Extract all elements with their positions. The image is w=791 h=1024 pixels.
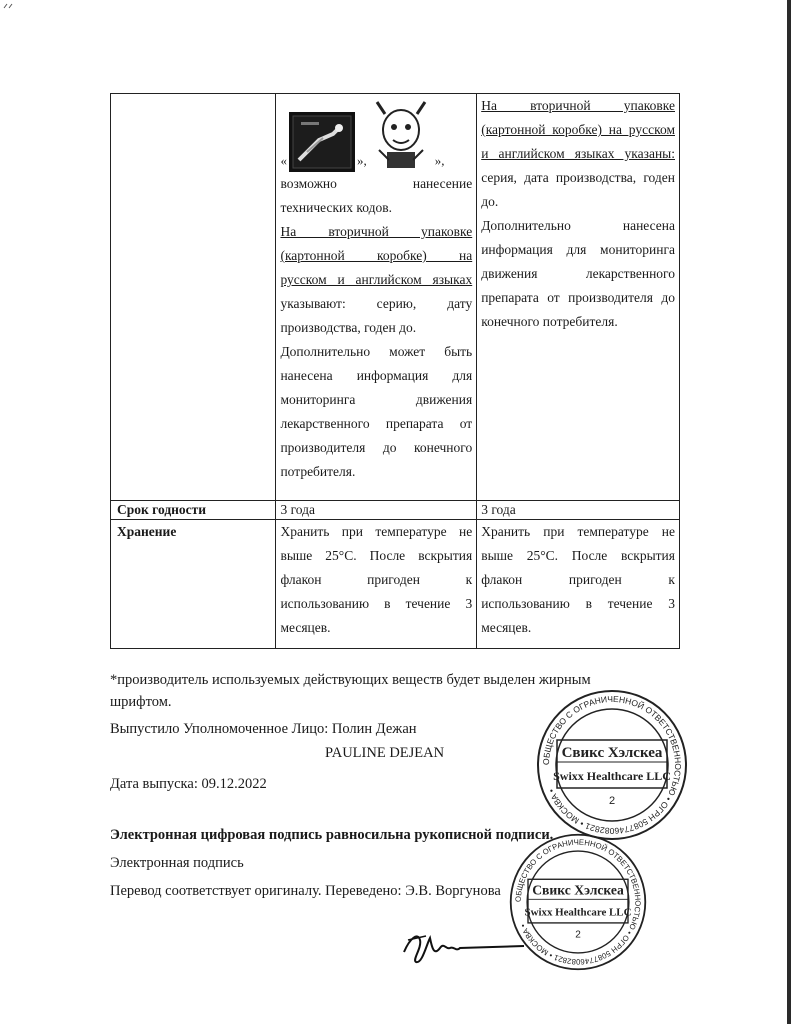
- cell-text-line: нанесена информация для: [280, 368, 473, 383]
- quote-close: »,: [356, 153, 367, 168]
- expiry-value-col2: 3 года: [276, 501, 477, 519]
- cell-text-line: выше 25°С. После вскрытия: [280, 547, 473, 563]
- storage-value-col3: [477, 519, 680, 648]
- scan-edge: [787, 0, 791, 1024]
- packaging-images: [280, 94, 472, 172]
- cell-text-line: Хранить при температуре не: [280, 523, 473, 539]
- cell-text-line: русском и английском языках: [280, 272, 473, 287]
- esign-label: Электронная подпись: [110, 855, 244, 871]
- cell-text-line: месяцев.: [481, 619, 532, 635]
- expiry-label: Срок годности: [111, 501, 276, 519]
- cell-text-line: и английском языках указаны:: [481, 146, 675, 161]
- footnote-line-2: шрифтом.: [110, 694, 172, 710]
- svg-text:Swixx Healthcare LLC: Swixx Healthcare LLC: [553, 769, 671, 783]
- cell-text-line: использованию в течение 3: [280, 595, 473, 611]
- cell-text-line: потребителя.: [280, 464, 356, 479]
- svg-text:Свикс Хэлскеа: Свикс Хэлскеа: [561, 745, 663, 761]
- table-row-storage: [111, 519, 680, 648]
- packaging-image-2: [369, 100, 433, 172]
- cell-text-line: Хранить при температуре не: [481, 523, 675, 539]
- cell-text-line: Дополнительно может быть: [280, 344, 473, 359]
- cell-text-line: технических кодов.: [280, 200, 392, 215]
- cell-text-line: информация для мониторинга: [481, 242, 675, 257]
- quote-close: »,: [434, 153, 445, 168]
- cell-text-line: (картонной коробке) на русском: [481, 122, 675, 137]
- cell-text-line: (картонной коробке) на: [280, 248, 473, 263]
- svg-text:Свикс Хэлскеа: Свикс Хэлскеа: [532, 882, 624, 898]
- expiry-value-col3: 3 года: [477, 501, 680, 519]
- svg-text:2: 2: [575, 929, 581, 941]
- cell-text-line: флакон пригоден к: [481, 571, 675, 587]
- translation-note: Перевод соответствует оригиналу. Переведено: Э.В. Воргунова: [110, 883, 501, 899]
- cell-text-line: конечного потребителя.: [481, 314, 618, 329]
- cell-text-line: мониторинга движения: [280, 392, 473, 407]
- svg-text:2: 2: [608, 795, 616, 807]
- issued-by: Выпустило Уполномоченное Лицо: Полин Дежан: [110, 721, 417, 737]
- cell-text-line: использованию в течение 3: [481, 595, 675, 611]
- svg-text:ОБЩЕСТВО С ОГРАНИЧЕННОЙ ОТВЕТС: ОБЩЕСТВО С ОГРАНИЧЕННОЙ ОТВЕТСТВЕННОСТЬЮ • ОГРН 5087746082821 • МОСКВА •: [540, 693, 684, 837]
- company-stamp-seal: [535, 688, 689, 842]
- cell-text-line: месяцев.: [280, 619, 331, 635]
- composition-table: [110, 93, 680, 649]
- cell-text-line: движения лекарственного: [481, 266, 675, 281]
- cell-text-line: до.: [481, 194, 499, 209]
- footnote-line-1: *производитель используемых действующих веществ будет выделен жирным: [110, 672, 591, 688]
- table-row-expiry: [111, 501, 680, 519]
- cell-text-line: На вторичной упаковке: [280, 224, 473, 239]
- issue-date: Дата выпуска: 09.12.2022: [110, 776, 267, 792]
- svg-text:Swixx Healthcare LLC: Swixx Healthcare LLC: [524, 906, 632, 919]
- packaging-image-1: [289, 112, 355, 172]
- scan-corner-mark: [3, 2, 17, 10]
- cell-text-line: Дополнительно нанесена: [481, 218, 675, 233]
- cell-text-line: производства, годен до.: [280, 320, 417, 335]
- quote-open: «: [280, 153, 287, 168]
- table-cell-russia-packaging: [276, 94, 477, 501]
- cell-text-line: флакон пригоден к: [280, 571, 473, 587]
- svg-text:ОБЩЕСТВО С ОГРАНИЧЕННОЙ ОТВЕТС: ОБЩЕСТВО С ОГРАНИЧЕННОЙ ОТВЕТСТВЕННОСТЬЮ • ОГРН 5087746082821 • МОСКВА •: [513, 837, 643, 967]
- table-cell-eu-packaging: [477, 94, 680, 501]
- storage-label: Хранение: [111, 519, 276, 648]
- esign-notice: Электронная цифровая подпись равносильна рукописной подписи.: [110, 827, 554, 843]
- table-cell-empty: [111, 94, 276, 501]
- cell-text-line: серия, дата производства, годен: [481, 170, 675, 185]
- cell-text-line: На вторичной упаковке: [481, 98, 675, 113]
- handwritten-signature: [400, 918, 530, 968]
- cell-text-line: препарата от производителя до: [481, 290, 675, 305]
- cell-text-line: выше 25°С. После вскрытия: [481, 547, 675, 563]
- cell-text-line: производителя до конечного: [280, 440, 473, 455]
- cell-text-line: указывают: серию, дату: [280, 296, 473, 311]
- cell-text-line: возможно нанесение: [280, 176, 473, 191]
- storage-value-col2: [276, 519, 477, 648]
- signature-name: PAULINE DEJEAN: [325, 745, 445, 761]
- table-row: [111, 94, 680, 501]
- cell-text-line: лекарственного препарата от: [280, 416, 473, 431]
